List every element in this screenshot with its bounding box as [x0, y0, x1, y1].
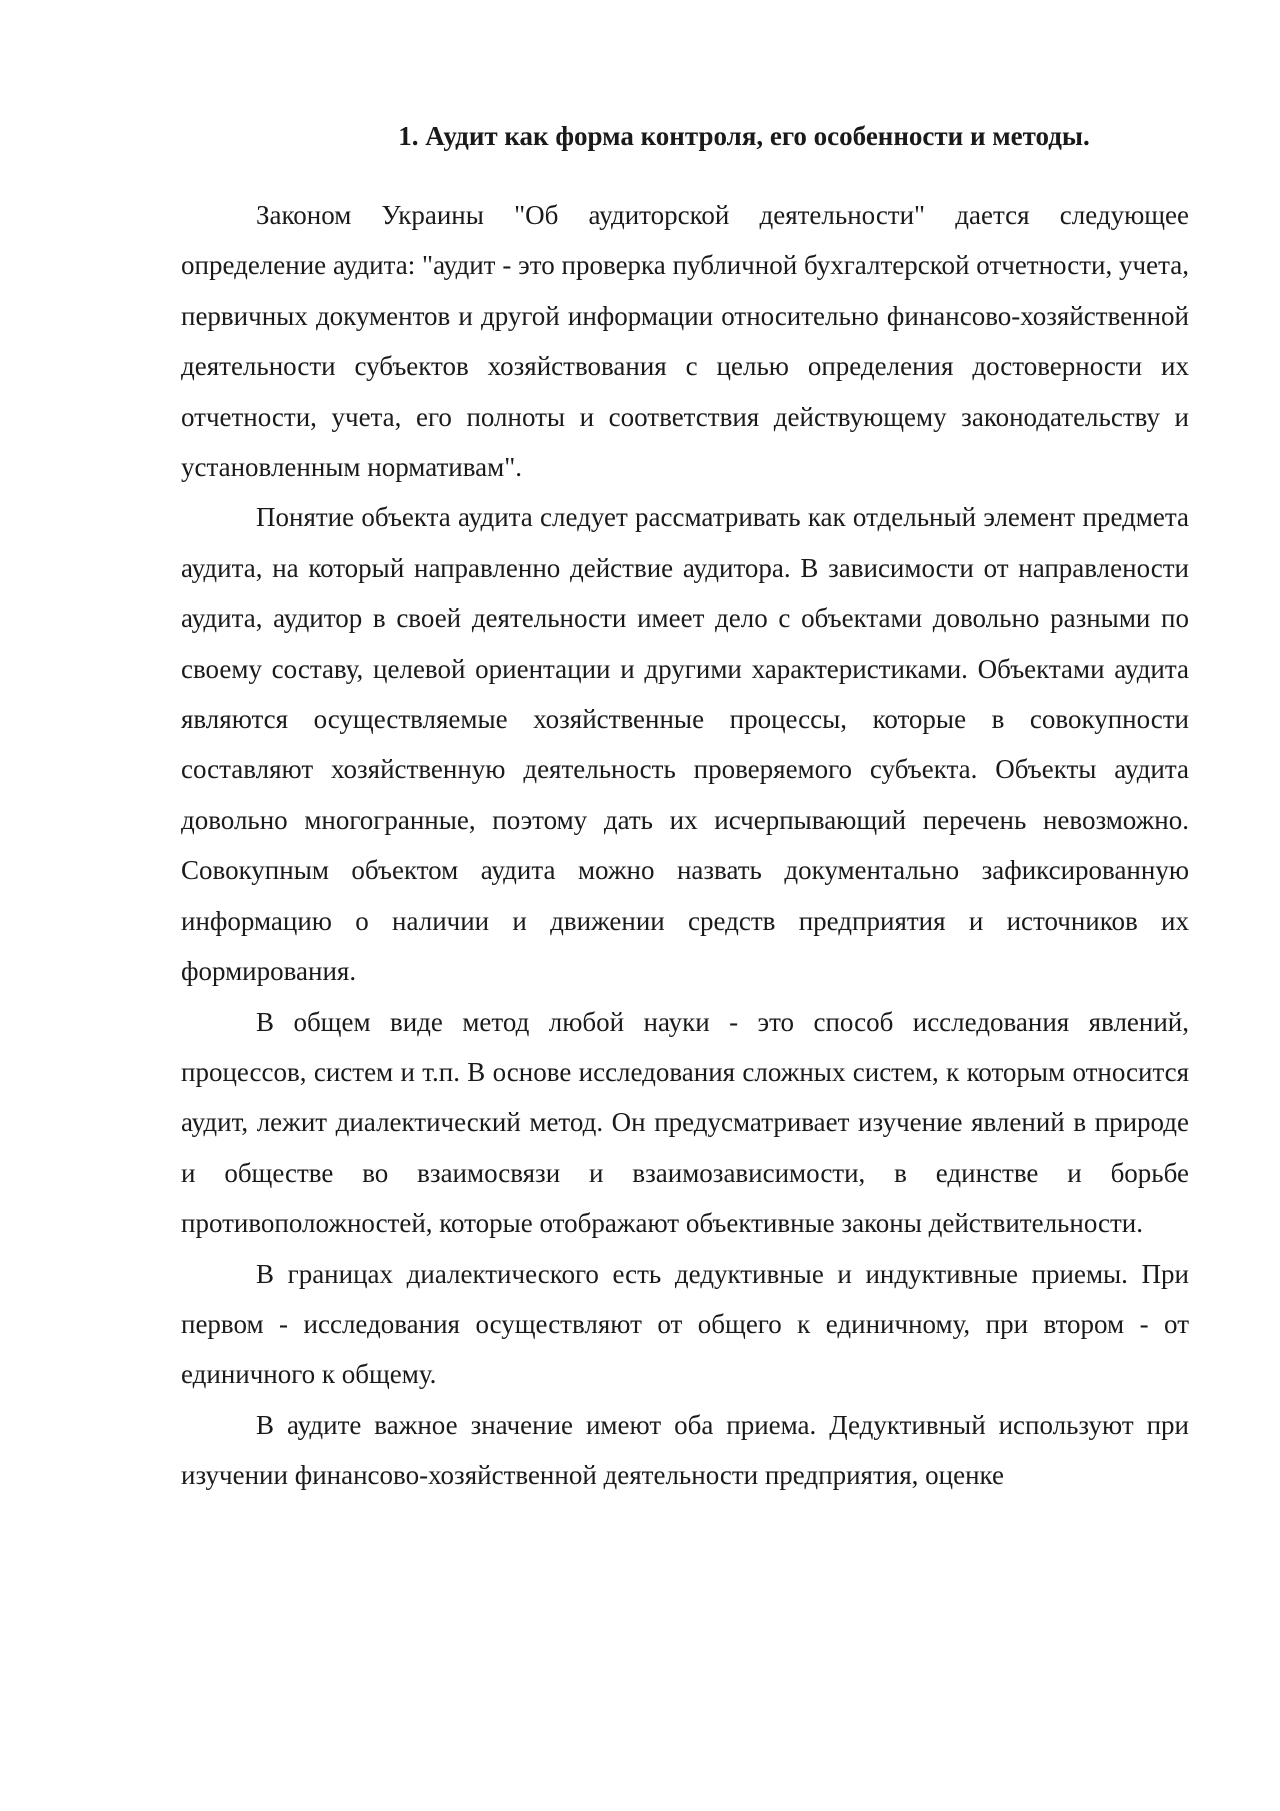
paragraph-both-methods: В аудите важное значение имеют оба приема. Дедуктивный используют при изучении финансово-хозяйственной деятельности предприятия, оценке [181, 1409, 1189, 1491]
document-title [181, 118, 1189, 154]
title-text: 1. Аудит как форма контроля, его особенности и методы [398, 121, 1084, 151]
title-period: . [1083, 121, 1090, 151]
paragraph-audit-object: Понятие объекта аудита следует рассматривать как отдельный элемент предмета аудита, на который направленно действие аудитора. В зависимости от направлености аудита, аудитор в своей деятельности имеет дело с объектами довольно разными по своему составу, целевой ориентации и другими характеристиками. Объектами аудита являются осуществляемые хозяйственные процессы, которые в совокупности составляют хозяйственную деятельность проверяемого субъекта. Объекты аудита довольно многогранные, поэтому дать их исчерпывающий перечень невозможно. Совокупным объектом аудита можно назвать документально зафиксированную информацию о наличии и движении средств предприятия и источников их формирования. [181, 502, 1189, 987]
paragraph-deductive-inductive: В границах диалектического есть дедуктивные и индуктивные приемы. При первом - исследования осуществляют от общего к единичному, при втором - от единичного к общему. [181, 1258, 1189, 1390]
paragraph-audit-definition: Законом Украины "Об аудиторской деятельности" дается следующее определение аудита: "аудит - это проверка публичной бухгалтерской отчетности, учета, первичных документов и другой информации относительно финансово-хозяйственной деятельности субъектов хозяйствования с целью определения достоверности их отчетности, учета, его полноты и соответствия действующему законодательству и установленным нормативам". [181, 200, 1189, 483]
document-page [181, 118, 1189, 1501]
paragraph-audit-method: В общем виде метод любой науки - это способ исследования явлений, процессов, систем и т.п. В основе исследования сложных систем, к которым относится аудит, лежит диалектический метод. Он предусматривает изучение явлений в природе и обществе во взаимосвязи и взаимозависимости, в единстве и борьбе противоположностей, которые отображают объективные законы действительности. [181, 1006, 1189, 1239]
